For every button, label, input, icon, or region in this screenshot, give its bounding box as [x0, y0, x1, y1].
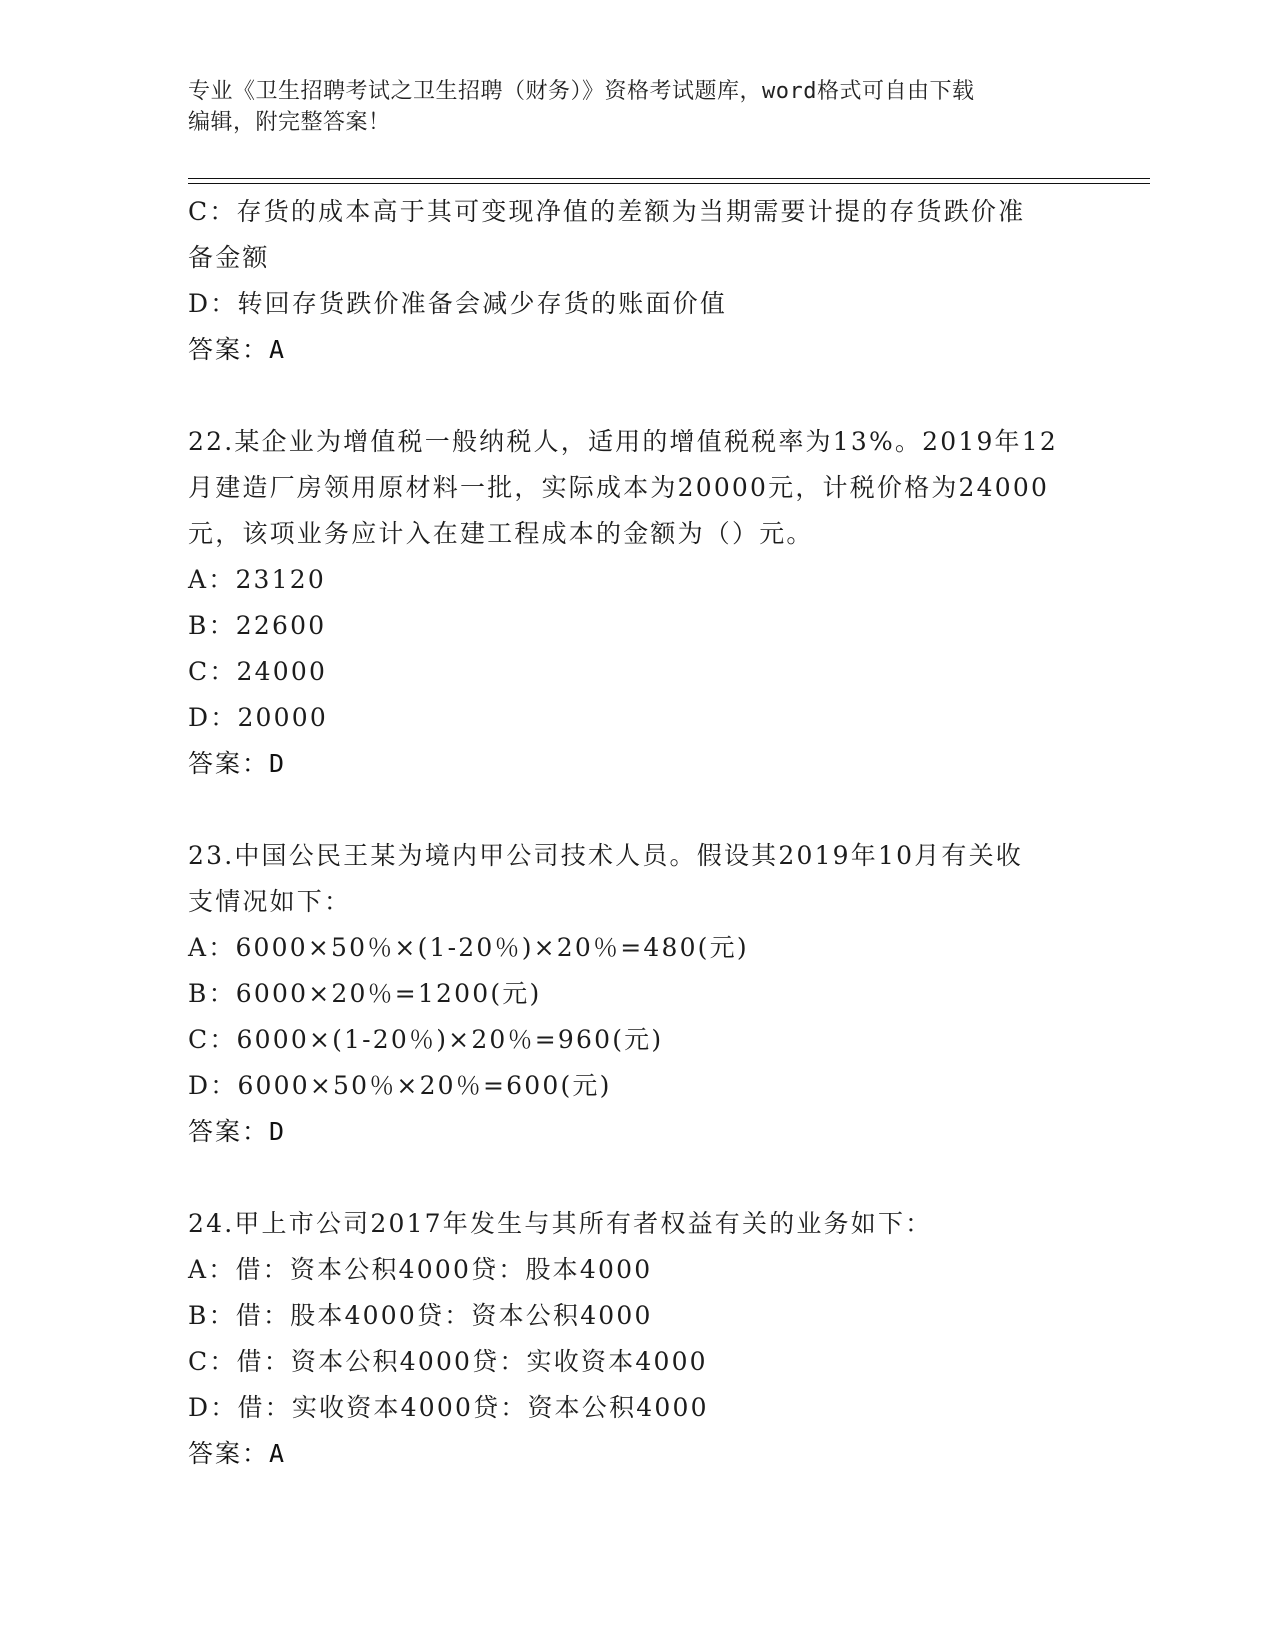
q24-option-c: C：借：资本公积4000贷：实收资本4000	[188, 1347, 708, 1376]
q22-option-d: D：20000	[188, 703, 328, 732]
q24-option-d: D：借：实收资本4000贷：资本公积4000	[188, 1393, 709, 1422]
q22-option-c: C：24000	[188, 657, 328, 686]
prev-answer: 答案：A	[188, 335, 287, 364]
q23-option-a: A：6000×50％×(1-20％)×20％=480(元)	[188, 933, 749, 962]
spacer	[188, 1155, 1088, 1201]
spacer	[188, 373, 1088, 419]
prev-option-c-line-2: 备金额	[188, 243, 270, 272]
header-divider-top	[188, 178, 1150, 179]
header-divider-bottom	[188, 183, 1150, 184]
q23-option-c: C：6000×(1-20％)×20％=960(元)	[188, 1025, 664, 1054]
q23-stem-line-2: 支情况如下：	[188, 887, 352, 916]
prev-option-d: D：转回存货跌价准备会减少存货的账面价值	[188, 289, 728, 318]
header-line-2: 编辑，附完整答案！	[188, 110, 391, 135]
prev-option-c-line-1: C：存货的成本高于其可变现净值的差额为当期需要计提的存货跌价准	[188, 197, 1026, 226]
q22-stem-line-3: 元，该项业务应计入在建工程成本的金额为（）元。	[188, 519, 814, 548]
q24-answer: 答案：A	[188, 1439, 287, 1468]
q22-answer: 答案：D	[188, 749, 287, 778]
q24-stem-line-1: 24.甲上市公司2017年发生与其所有者权益有关的业务如下：	[188, 1209, 933, 1238]
q24-option-a: A：借：资本公积4000贷：股本4000	[188, 1255, 653, 1284]
q22-stem-line-2: 月建造厂房领用原材料一批，实际成本为20000元，计税价格为24000	[188, 473, 1050, 502]
spacer	[188, 787, 1088, 833]
q22-option-a: A：23120	[188, 565, 326, 594]
q23-option-d: D：6000×50％×20％=600(元)	[188, 1071, 612, 1100]
q23-answer: 答案：D	[188, 1117, 287, 1146]
q23-option-b: B：6000×20％=1200(元)	[188, 979, 542, 1008]
q22-stem-line-1: 22.某企业为增值税一般纳税人，适用的增值税税率为13%。2019年12	[188, 427, 1058, 456]
q22-option-b: B：22600	[188, 611, 327, 640]
question-content	[188, 189, 1088, 1477]
q24-option-b: B：借：股本4000贷：资本公积4000	[188, 1301, 653, 1330]
header-line-1: 专业《卫生招聘考试之卫生招聘（财务）》资格考试题库，word格式可自由下载	[188, 79, 975, 104]
q23-stem-line-1: 23.中国公民王某为境内甲公司技术人员。假设其2019年10月有关收	[188, 841, 1023, 870]
document-header	[188, 76, 1088, 138]
